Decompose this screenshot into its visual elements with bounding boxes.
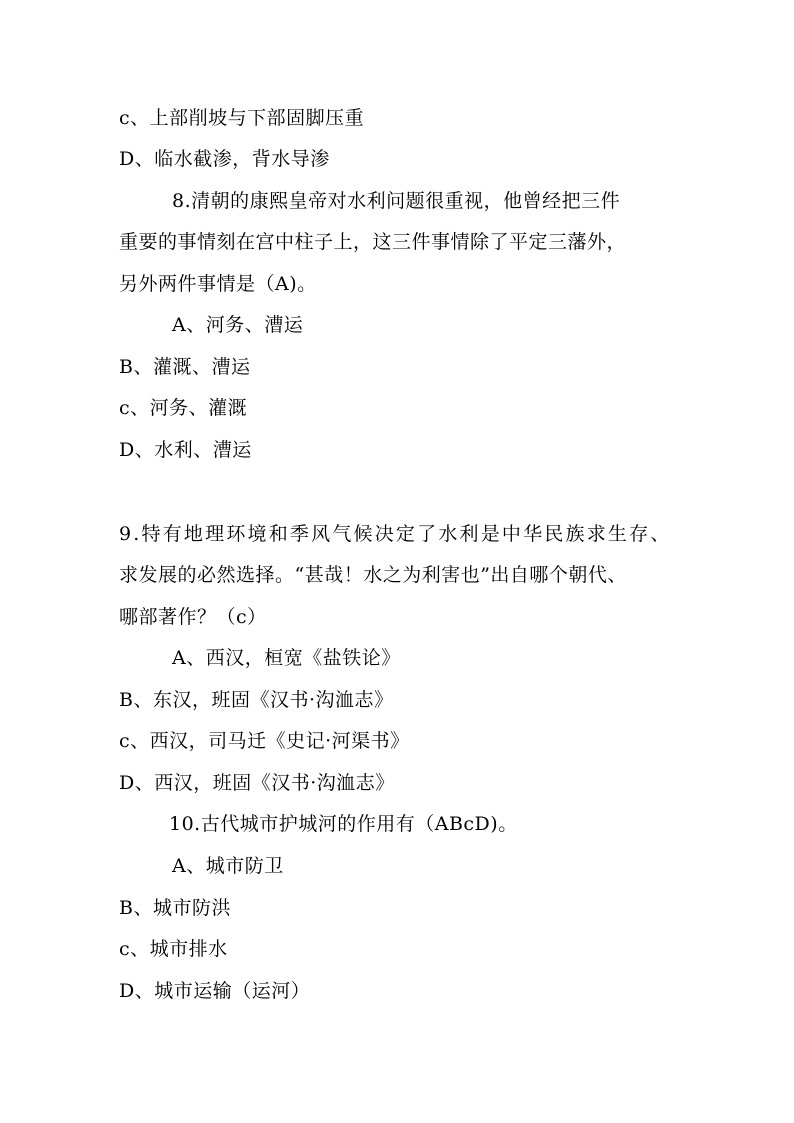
option-c-q7: c、上部削坡与下部固脚压重 — [119, 107, 365, 129]
option-a-q9: A、西汉，桓宽《盐铁论》 — [172, 647, 401, 669]
option-d-q10: D、城市运输（运河） — [119, 980, 311, 1002]
question-8-line-2: 重要的事情刻在宫中柱子上，这三件事情除了平定三藩外， — [119, 231, 627, 253]
option-d-q7: D、临水截渗，背水导渗 — [119, 148, 330, 170]
question-8-line-3: 另外两件事情是（A)。 — [119, 273, 317, 295]
option-b-q9: B、东汉，班固《汉书·沟洫志》 — [119, 689, 394, 711]
question-8-line-1: 8.清朝的康熙皇帝对水利问题很重视，他曾经把三件 — [172, 190, 621, 212]
option-d-q9: D、西汉，班固《汉书·沟洫志》 — [119, 772, 395, 794]
option-a-q8: A、河务、漕运 — [172, 314, 304, 336]
option-c-q9: c、西汉，司马迁《史记·河渠书》 — [119, 730, 410, 752]
option-d-q8: D、水利、漕运 — [119, 439, 252, 461]
option-b-q10: B、城市防洪 — [119, 897, 231, 919]
option-c-q10: c、城市排水 — [119, 938, 228, 960]
option-b-q8: B、灌溉、漕运 — [119, 356, 251, 378]
question-9-line-2: 求发展的必然选择。“甚哉！水之为利害也”出自哪个朝代、 — [119, 564, 627, 586]
question-10: 10.古代城市护城河的作用有（ABcD)。 — [169, 813, 518, 835]
option-c-q8: c、河务、灌溉 — [119, 397, 248, 419]
question-9-line-1: 9.特有地理环境和季风气候决定了水利是中华民族求生存、 — [119, 523, 672, 545]
question-9-line-3: 哪部著作？（c） — [119, 606, 267, 628]
option-a-q10: A、城市防卫 — [172, 855, 284, 877]
